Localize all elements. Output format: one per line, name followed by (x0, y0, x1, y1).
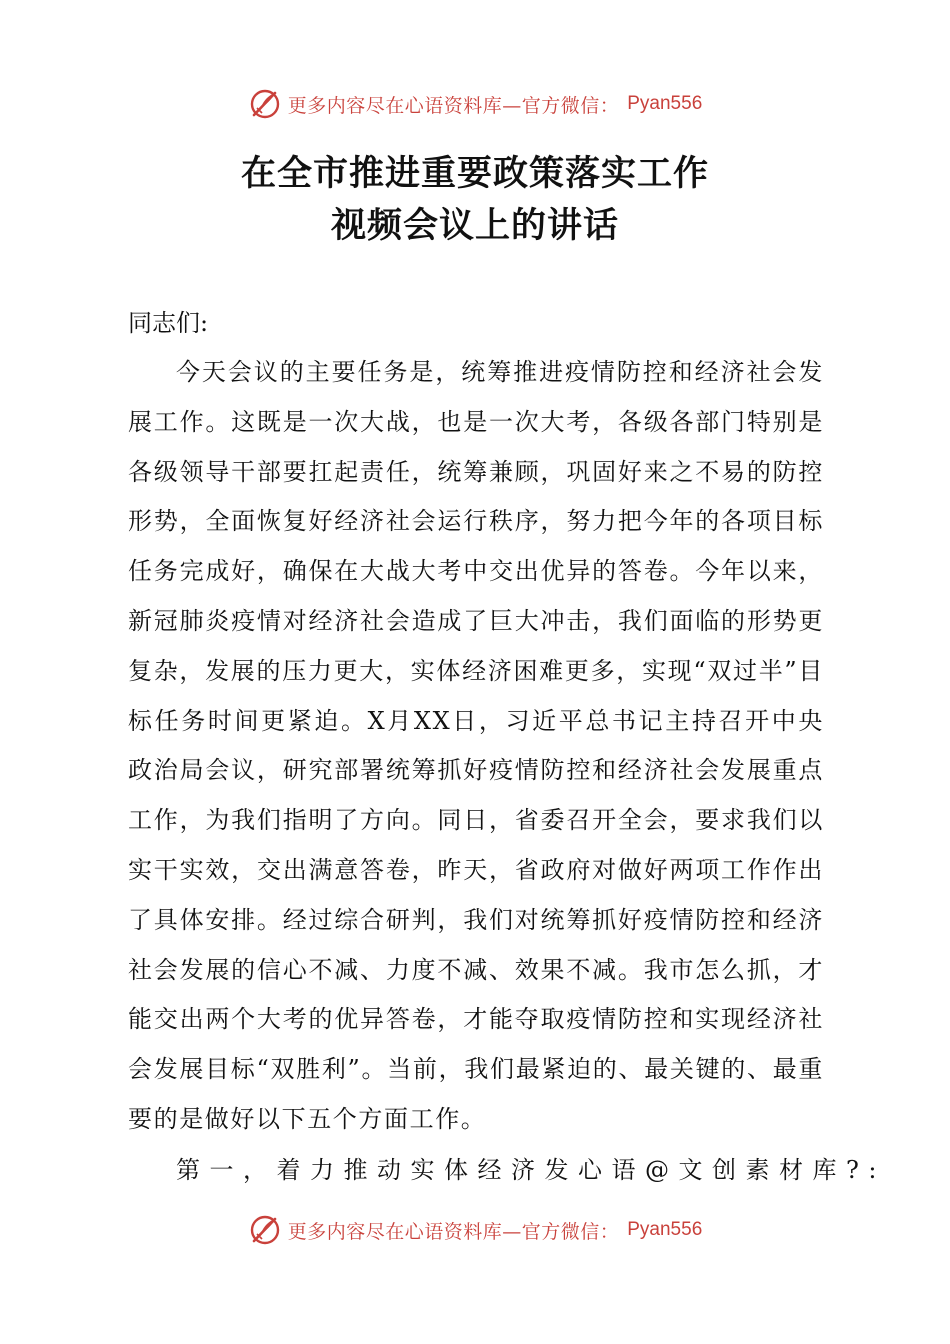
salutation: 同志们: (128, 309, 209, 337)
document-body (128, 298, 886, 1196)
paragraph: 第一，着力推动实体经济发心语@文创素材库?: (176, 1155, 886, 1184)
watermark-footer (0, 1210, 950, 1250)
watermark-handle: Pyan556 (627, 1219, 703, 1240)
watermark-header (0, 84, 950, 124)
document-title-line-2: 视频会议上的讲话 (330, 206, 619, 246)
quill-logo-icon (248, 1213, 282, 1247)
watermark-handle: Pyan556 (627, 93, 703, 114)
quill-logo-icon (248, 87, 282, 121)
watermark-text: 更多内容尽在心语资料库—官方微信： (287, 94, 620, 117)
document-title-line-1: 在全市推进重要政策落实工作 (240, 154, 709, 194)
paragraph: 今天会议的主要任务是，统筹推进疫情防控和经济社会发展工作。这既是一次大战，也是一次大考，各级各部门特别是各级领导干部要扛起责任，统筹兼顾，巩固好来之不易的防控形势，全面恢复好经济社会运行秩序，努力把今年的各项目标任务完成好，确保在大战大考中交出优异的答卷。今年以来，新冠肺炎疫情对经济社会造成了巨大冲击，我们面临的形势更复杂，发展的压力更大，实体经济困难更多，实现“双过半”目标任务时间更紧迫。X月XX日，习近平总书记主持召开中央政治局会议，研究部署统筹抓好疫情防控和经济社会发展重点工作，为我们指明了方向。同日，省委召开全会，要求我们以实干实效，交出满意答卷，昨天，省政府对做好两项工作作出了具体安排。经过综合研判，我们对统筹抓好疫情防控和经济社会发展的信心不减、力度不减、效果不减。我市怎么抓，才能交出两个大考的优异答卷，才能夺取疫情防控和实现经济社会发展目标“双胜利”。当前，我们最紧迫的、最关键的、最重要的是做好以下五个方面工作。 (128, 358, 824, 1133)
watermark-text: 更多内容尽在心语资料库—官方微信： (287, 1220, 620, 1243)
